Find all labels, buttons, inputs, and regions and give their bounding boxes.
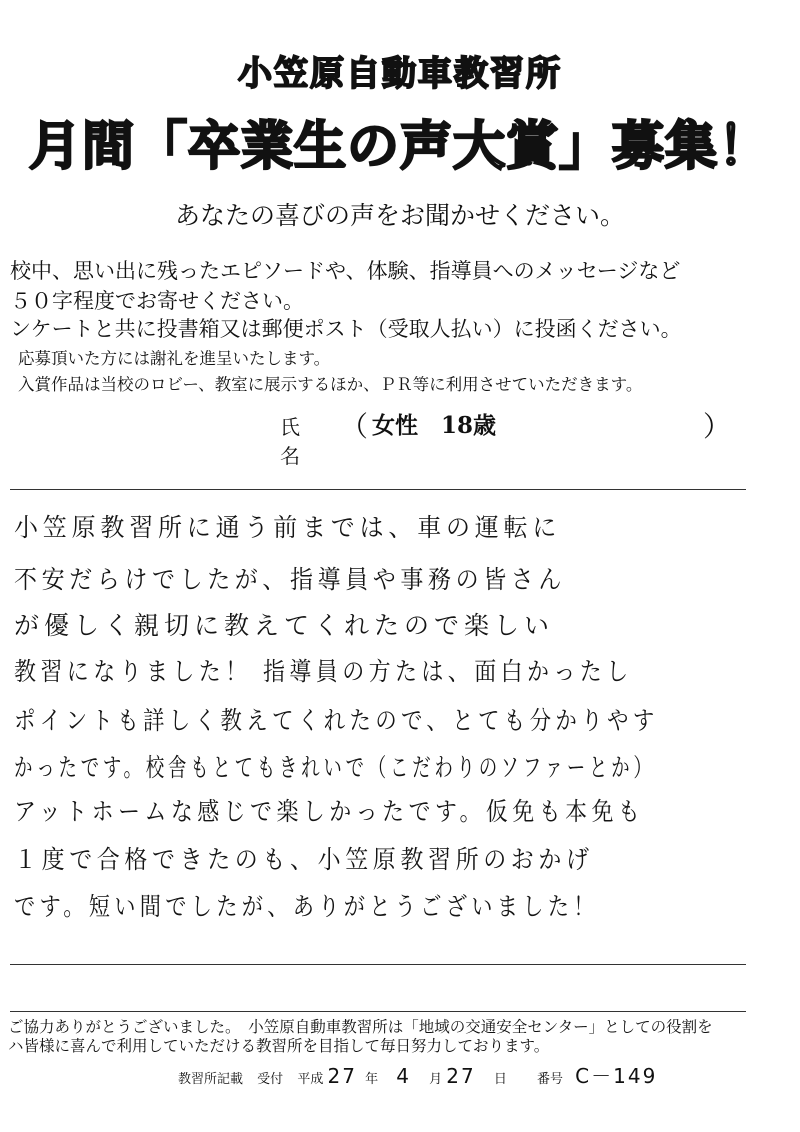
- received-label: 受付: [257, 1072, 284, 1087]
- name-open-paren: （: [340, 410, 369, 443]
- thanks-line: ご協力ありがとうございました。 小笠原自動車教習所は「地域の交通安全センター」としての役割を: [8, 1018, 713, 1036]
- office-label: 教習所記載: [178, 1072, 244, 1087]
- office-use-footer: [178, 1060, 657, 1089]
- handwritten-line: 教習になりました！ 指導員の方たは、面白かったし: [14, 657, 633, 686]
- handwritten-line: アットホームな感じで楽しかったです。仮免も本免も: [14, 797, 645, 826]
- school-name-header: 小笠原自動車教習所: [238, 54, 562, 94]
- month-unit: 月: [429, 1072, 443, 1087]
- year-unit: 年: [365, 1072, 379, 1087]
- name-close-paren: ）: [703, 410, 732, 443]
- handwritten-line: かったです。校舎もとてもきれいで（こだわりのソファーとか）: [14, 753, 656, 782]
- writing-rule: [10, 964, 746, 965]
- handwritten-line: 不安だらけでしたが、指導員や事務の皆さん: [14, 565, 567, 594]
- writing-rule: [10, 489, 746, 490]
- number-value: C－149: [575, 1064, 658, 1088]
- handwritten-line: １度で合格できたのも、小笠原教習所のおかげ: [14, 845, 594, 874]
- month-value: 4: [396, 1064, 411, 1088]
- handwritten-line: です。短い間でしたが、ありがとうございました！: [14, 892, 599, 921]
- instruction-line: ンケートと共に投書箱又は郵便ポスト（受取人払い）に投函ください。: [10, 317, 682, 341]
- campaign-title: 月間「卒業生の声大賞」募集！: [28, 117, 771, 177]
- era-label: 平成: [297, 1072, 324, 1087]
- day-value: 27: [446, 1064, 476, 1088]
- name-label: 氏名: [280, 415, 300, 468]
- subtitle: あなたの喜びの声をお聞かせください。: [174, 201, 625, 230]
- writing-rule: [10, 1011, 746, 1012]
- year-value: 27: [327, 1064, 357, 1088]
- thanks-line: ハ皆様に喜んで利用していただける教習所を目指して毎日努力しております。: [8, 1037, 550, 1055]
- handwritten-line: 小笠原教習所に通う前までは、車の運転に: [14, 513, 562, 542]
- name-value: 女性 18歳: [372, 412, 497, 439]
- instruction-line: 校中、思い出に残ったエピソードや、体験、指導員へのメッセージなど: [10, 259, 681, 283]
- handwritten-line: ポイントも詳しく教えてくれたので、とても分かりやす: [14, 706, 659, 735]
- note-line: 応募頂いた方には謝礼を進呈いたします。: [18, 349, 331, 368]
- number-label: 番号: [537, 1072, 564, 1087]
- instruction-line: ５０字程度でお寄せください。: [10, 289, 304, 313]
- day-unit: 日: [493, 1072, 507, 1087]
- handwritten-line: が優しく親切に教えてくれたので楽しい: [14, 611, 555, 640]
- note-line: 入賞作品は当校のロビー、教室に展示するほか、ＰＲ等に利用させていただきます。: [18, 375, 643, 394]
